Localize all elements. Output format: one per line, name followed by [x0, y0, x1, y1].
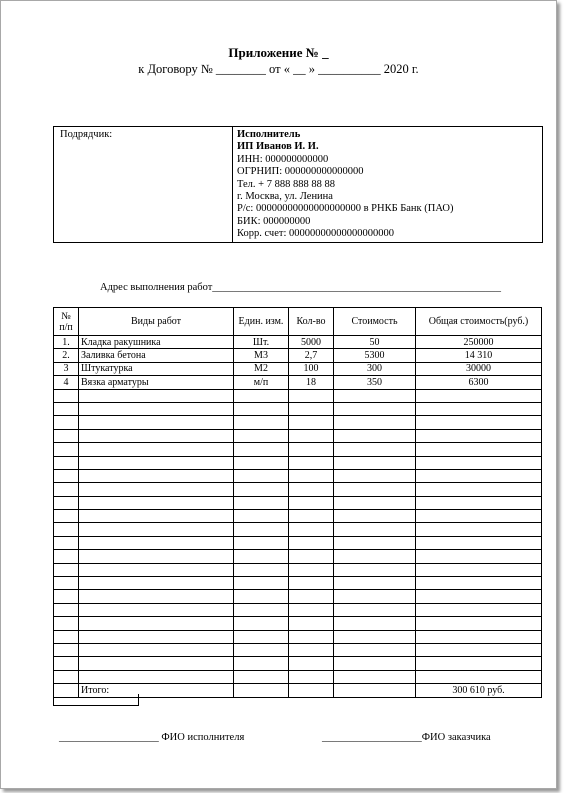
cell-unit: Шт. [234, 336, 289, 349]
empty-cell [79, 443, 234, 456]
empty-table-row [54, 550, 542, 563]
empty-table-row [54, 469, 542, 482]
table-row [54, 336, 542, 349]
total-cell-empty [334, 684, 416, 697]
empty-cell [289, 483, 334, 496]
empty-table-row [54, 483, 542, 496]
work-address-line: Адрес выполнения работ_______________________________________________________ [100, 282, 502, 293]
cell-total: 30000 [416, 362, 542, 375]
empty-cell [79, 603, 234, 616]
empty-table-row [54, 563, 542, 576]
empty-cell [54, 590, 79, 603]
empty-cell [234, 630, 289, 643]
empty-cell [234, 402, 289, 415]
empty-cell [289, 670, 334, 683]
empty-cell [54, 523, 79, 536]
empty-cell [54, 416, 79, 429]
contractor-phone: Тел. + 7 888 888 88 88 [237, 178, 335, 190]
empty-cell [234, 603, 289, 616]
empty-cell [416, 643, 542, 656]
document-subtitle: к Договору № ________ от « __ » __________ 2020 г. [138, 62, 419, 76]
empty-cell [289, 617, 334, 630]
table-row [54, 362, 542, 375]
empty-cell [334, 563, 416, 576]
empty-cell [334, 670, 416, 683]
empty-cell [54, 496, 79, 509]
empty-cell [234, 416, 289, 429]
empty-table-row [54, 643, 542, 656]
cell-number: 4 [54, 376, 79, 389]
empty-cell [334, 630, 416, 643]
contractor-address: г. Москва, ул. Ленина [237, 191, 333, 203]
empty-cell [234, 389, 289, 402]
empty-table-row [54, 523, 542, 536]
empty-cell [416, 563, 542, 576]
table-header-row [54, 308, 542, 336]
empty-cell [234, 496, 289, 509]
empty-cell [334, 617, 416, 630]
empty-cell [234, 563, 289, 576]
empty-cell [234, 469, 289, 482]
cell-number: 3 [54, 362, 79, 375]
empty-cell [234, 510, 289, 523]
col-header-price: Стоимость [334, 308, 416, 336]
empty-cell [54, 536, 79, 549]
empty-cell [234, 523, 289, 536]
empty-cell [234, 577, 289, 590]
cell-work-type: Вязка арматуры [79, 376, 234, 389]
total-value: 300 610 руб. [416, 684, 542, 697]
empty-cell [54, 483, 79, 496]
contractor-bik: БИК: 000000000 [237, 215, 311, 227]
empty-cell [334, 443, 416, 456]
empty-cell [416, 617, 542, 630]
empty-cell [334, 429, 416, 442]
empty-table-row [54, 617, 542, 630]
empty-cell [289, 563, 334, 576]
empty-cell [334, 590, 416, 603]
empty-cell [54, 603, 79, 616]
empty-cell [334, 536, 416, 549]
empty-cell [54, 443, 79, 456]
col-header-work-type: Виды работ [79, 308, 234, 336]
col-header-number: № п/п [54, 308, 79, 336]
empty-cell [234, 643, 289, 656]
empty-table-row [54, 657, 542, 670]
empty-cell [416, 443, 542, 456]
cell-price: 300 [334, 362, 416, 375]
cell-number: 1. [54, 336, 79, 349]
empty-cell [334, 416, 416, 429]
empty-cell [289, 429, 334, 442]
total-label: Итого: [79, 684, 234, 697]
cell-total: 6300 [416, 376, 542, 389]
cell-number: 2. [54, 349, 79, 362]
empty-cell [79, 670, 234, 683]
empty-table-row [54, 670, 542, 683]
empty-cell [54, 577, 79, 590]
empty-table-row [54, 443, 542, 456]
empty-cell [289, 456, 334, 469]
empty-cell [79, 483, 234, 496]
empty-table-row [54, 630, 542, 643]
empty-cell [416, 523, 542, 536]
empty-cell [79, 416, 234, 429]
empty-cell [289, 603, 334, 616]
cell-quantity: 100 [289, 362, 334, 375]
empty-cell [79, 563, 234, 576]
executor-signature: ___________________ ФИО исполнителя [59, 732, 245, 743]
cell-unit: М2 [234, 362, 289, 375]
total-cell-empty [289, 684, 334, 697]
contractor-details [234, 127, 542, 243]
empty-cell [54, 563, 79, 576]
empty-cell [289, 630, 334, 643]
empty-cell [79, 429, 234, 442]
empty-table-row [54, 389, 542, 402]
empty-cell [79, 657, 234, 670]
cell-work-type: Кладка ракушника [79, 336, 234, 349]
empty-cell [416, 603, 542, 616]
empty-cell [334, 577, 416, 590]
empty-cell [289, 536, 334, 549]
col-header-total: Общая стоимость(руб.) [416, 308, 542, 336]
col-header-quantity: Кол-во [289, 308, 334, 336]
empty-cell [234, 536, 289, 549]
empty-cell [79, 510, 234, 523]
empty-cell [289, 550, 334, 563]
empty-cell [54, 469, 79, 482]
cell-quantity: 18 [289, 376, 334, 389]
empty-cell [79, 496, 234, 509]
empty-cell [416, 429, 542, 442]
empty-cell [79, 456, 234, 469]
cell-unit: м/п [234, 376, 289, 389]
empty-cell [79, 402, 234, 415]
empty-cell [54, 429, 79, 442]
empty-cell [416, 577, 542, 590]
empty-cell [54, 617, 79, 630]
empty-cell [289, 590, 334, 603]
empty-cell [79, 590, 234, 603]
empty-cell [334, 496, 416, 509]
empty-cell [289, 577, 334, 590]
empty-table-row [54, 429, 542, 442]
empty-cell [79, 389, 234, 402]
empty-cell [79, 630, 234, 643]
contractor-inn: ИНН: 000000000000 [237, 153, 329, 165]
empty-cell [234, 617, 289, 630]
empty-cell [54, 456, 79, 469]
contractor-table [53, 126, 543, 243]
empty-cell [416, 657, 542, 670]
empty-cell [234, 429, 289, 442]
cell-work-type: Заливка бетона [79, 349, 234, 362]
contractor-role: Исполнитель [237, 129, 301, 140]
empty-cell [234, 443, 289, 456]
empty-table-row [54, 590, 542, 603]
empty-cell [416, 456, 542, 469]
empty-cell [334, 657, 416, 670]
cell-quantity: 2,7 [289, 349, 334, 362]
empty-cell [289, 469, 334, 482]
table-row [54, 349, 542, 362]
empty-cell [54, 389, 79, 402]
empty-table-row [54, 496, 542, 509]
empty-cell [234, 456, 289, 469]
empty-cell [416, 389, 542, 402]
empty-cell [334, 483, 416, 496]
empty-cell [289, 496, 334, 509]
empty-cell [234, 483, 289, 496]
empty-cell [334, 603, 416, 616]
empty-cell [289, 510, 334, 523]
cell-unit: М3 [234, 349, 289, 362]
customer-signature: ___________________ФИО заказчика [322, 732, 491, 743]
empty-cell [334, 523, 416, 536]
empty-cell [234, 590, 289, 603]
empty-cell [54, 670, 79, 683]
empty-cell [416, 496, 542, 509]
contractor-account: Р/с: 00000000000000000000 в РНКБ Банк (ПАО) [237, 203, 454, 215]
empty-cell [289, 402, 334, 415]
cell-work-type: Штукатурка [79, 362, 234, 375]
empty-cell [416, 630, 542, 643]
empty-cell [54, 630, 79, 643]
empty-cell [79, 523, 234, 536]
document-title: Приложение № _ [228, 45, 329, 60]
empty-cell [79, 617, 234, 630]
empty-cell [334, 510, 416, 523]
empty-cell [334, 456, 416, 469]
cell-price: 50 [334, 336, 416, 349]
cell-total: 14 310 [416, 349, 542, 362]
empty-table-row [54, 456, 542, 469]
empty-cell [334, 402, 416, 415]
empty-cell [54, 550, 79, 563]
cell-price: 5300 [334, 349, 416, 362]
table-row [54, 376, 542, 389]
empty-cell [416, 590, 542, 603]
cell-price: 350 [334, 376, 416, 389]
empty-table-row [54, 536, 542, 549]
empty-cell [289, 389, 334, 402]
empty-cell [289, 443, 334, 456]
empty-cell [79, 577, 234, 590]
contractor-label: Подрядчик: [54, 127, 233, 242]
works-table [53, 307, 542, 698]
cell-total: 250000 [416, 336, 542, 349]
empty-cell [79, 643, 234, 656]
empty-cell [79, 550, 234, 563]
empty-cell [416, 670, 542, 683]
empty-cell [334, 389, 416, 402]
empty-cell [234, 657, 289, 670]
empty-cell [416, 416, 542, 429]
empty-cell [416, 483, 542, 496]
empty-table-row [54, 416, 542, 429]
empty-cell [289, 657, 334, 670]
empty-cell [54, 643, 79, 656]
contractor-ogrnip: ОГРНИП: 000000000000000 [237, 166, 364, 178]
table-footer-box [53, 694, 139, 706]
empty-table-row [54, 402, 542, 415]
contractor-name: ИП Иванов И. И. [237, 141, 319, 153]
empty-cell [54, 510, 79, 523]
empty-cell [289, 416, 334, 429]
empty-cell [54, 657, 79, 670]
empty-cell [234, 550, 289, 563]
empty-table-row [54, 603, 542, 616]
empty-cell [416, 402, 542, 415]
cell-quantity: 5000 [289, 336, 334, 349]
total-cell-empty [234, 684, 289, 697]
empty-cell [416, 469, 542, 482]
empty-cell [416, 550, 542, 563]
empty-cell [79, 536, 234, 549]
empty-cell [334, 550, 416, 563]
empty-table-row [54, 577, 542, 590]
col-header-unit: Един. изм. [234, 308, 289, 336]
empty-cell [289, 643, 334, 656]
empty-cell [334, 469, 416, 482]
contractor-corr: Корр. счет: 00000000000000000000 [237, 228, 395, 240]
empty-table-row [54, 510, 542, 523]
empty-cell [416, 510, 542, 523]
empty-cell [289, 523, 334, 536]
empty-cell [334, 643, 416, 656]
empty-cell [416, 536, 542, 549]
empty-cell [79, 469, 234, 482]
empty-cell [54, 402, 79, 415]
empty-cell [234, 670, 289, 683]
